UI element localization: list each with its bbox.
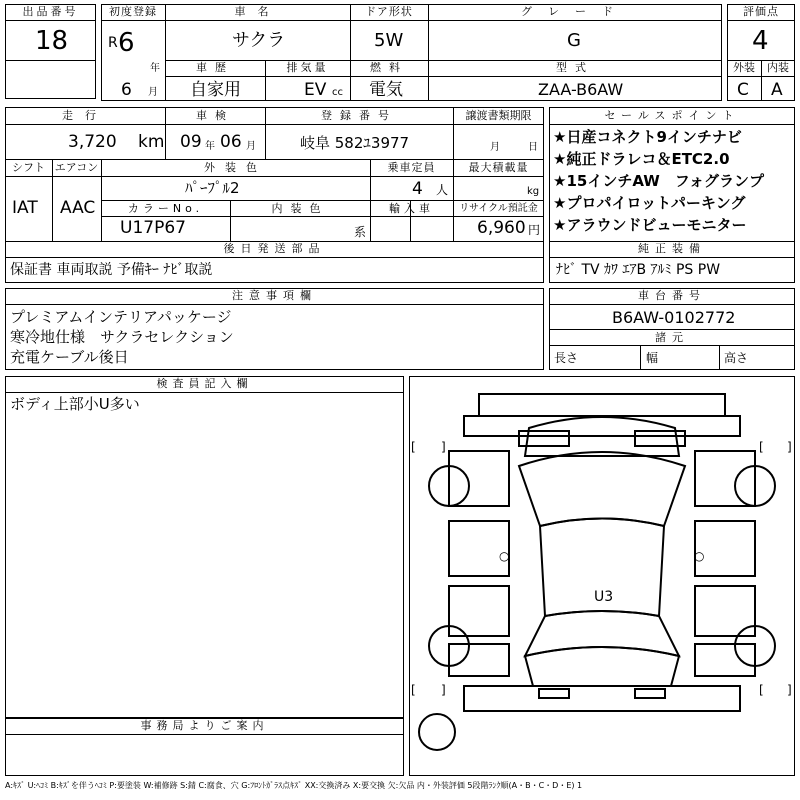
recycle-value: 6,960 (477, 218, 526, 238)
mileage-value: 3,720 (68, 132, 117, 152)
transfer-label: 譲渡書類期限 (465, 109, 532, 122)
mileage-unit: km (138, 132, 165, 152)
capacity-value: 4 (412, 179, 423, 199)
svg-text:]: ] (441, 683, 446, 697)
svg-text:○: ○ (499, 549, 510, 563)
first-reg-month: 6 (121, 80, 132, 100)
left-front-fender (449, 451, 509, 506)
chassis-value: B6AW-0102772 (612, 308, 736, 327)
roof-outline (479, 394, 725, 416)
int-color-label: 内装色 (271, 202, 329, 215)
mileage-label: 走行 (62, 109, 108, 122)
left-rear-fender (449, 644, 509, 676)
svg-text:]: ] (787, 440, 792, 454)
aircon-label: エアコン (54, 161, 99, 174)
svg-text:○: ○ (694, 549, 705, 563)
history-value: 自家用 (190, 80, 241, 100)
later-parts-label: 後日発送部品 (223, 242, 326, 255)
displacement-value: EV (304, 80, 327, 100)
notes-line: 充電ケーブル後日 (10, 348, 129, 366)
inspection-month-unit: 月 (246, 141, 256, 152)
reg-no-value: 岐阜 582ﾕ3977 (300, 134, 410, 152)
model-value: ZAA-B6AW (538, 80, 624, 99)
equipment-value: ﾅﾋﾞ TV ｶﾜ ｴｱB ｱﾙﾐ PS PW (556, 262, 721, 278)
score-value: 4 (752, 26, 769, 56)
sales-point-item: ★アラウンドビューモニター (553, 216, 747, 234)
rear-light-left (539, 689, 569, 698)
displacement-label: 排気量 (286, 61, 329, 74)
sales-point-item: ★15インチAW フォグランプ (553, 172, 765, 190)
grade-label: グレード (521, 5, 629, 18)
import-label: 輸入車 (389, 202, 434, 215)
office-label: 事務局よりご案内 (140, 719, 269, 732)
color-no-label: カラーNo. (127, 202, 204, 215)
fuel-value: 電気 (369, 80, 403, 100)
aircon-value: AAC (60, 198, 96, 218)
svg-text:]: ] (441, 440, 446, 454)
inspector-label: 検査員記入欄 (156, 377, 253, 390)
sales-point-item: ★純正ドラレコ＆ETC2.0 (553, 150, 730, 168)
dim-height-label: 高さ (724, 351, 749, 365)
door-value: 5W (374, 30, 404, 51)
capacity-unit: 人 (436, 183, 449, 197)
recycle-label: リサイクル預託金 (459, 203, 538, 214)
svg-text:[: [ (759, 683, 764, 697)
svg-text:]: ] (787, 683, 792, 697)
dim-width-label: 幅 (646, 351, 659, 365)
door-label: ドア形状 (365, 5, 413, 18)
svg-text:[: [ (759, 440, 764, 454)
chassis-label: 車台番号 (638, 289, 706, 302)
color-no-value: U17P67 (120, 218, 186, 238)
rear-hatch (525, 647, 679, 686)
lot-number: 18 (35, 26, 69, 56)
transfer-day-unit: 日 (528, 142, 538, 153)
svg-text:[: [ (411, 683, 416, 697)
lot-label: 出品番号 (22, 5, 79, 18)
rear-bumper (464, 686, 740, 711)
shift-value: IAT (12, 198, 38, 218)
inspection-year-unit: 年 (205, 141, 215, 152)
damage-mark-u3: U3 (594, 589, 614, 605)
dim-length-label: 長さ (554, 351, 579, 365)
car-name: サクラ (232, 30, 286, 51)
later-parts-value: 保証書 車両取説 予備ｷｰ ﾅﾋﾞ取説 (10, 262, 213, 278)
notes-line: 寒冷地仕様 サクラセレクション (10, 328, 234, 346)
front-bumper (464, 416, 740, 436)
sales-point-item: ★日産コネクト9インチナビ (553, 128, 742, 146)
svg-text:[: [ (411, 440, 416, 454)
sales-point-item: ★プロパイロットパーキング (553, 194, 746, 212)
reg-no-label: 登録番号 (321, 109, 397, 122)
transfer-month-unit: 月 (490, 142, 500, 153)
inspector-box (5, 376, 404, 718)
rear-glass (525, 611, 679, 656)
history-label: 車歴 (196, 61, 234, 74)
inspection-month: 06 (220, 132, 242, 152)
score-label: 評価点 (743, 5, 779, 18)
capacity-label: 乗車定員 (387, 161, 436, 174)
first-reg-label: 初度登録 (109, 5, 157, 18)
inspection-year: 09 (180, 132, 202, 152)
notes-label: 注意事項欄 (232, 289, 317, 302)
shift-label: シフト (12, 161, 45, 174)
car-name-label: 車名 (234, 5, 281, 18)
right-rear-fender (695, 644, 755, 676)
grade-value: G (567, 30, 581, 51)
dimensions-label: 諸元 (655, 331, 689, 344)
recycle-unit: 円 (528, 223, 541, 237)
int-color-unit: 系 (354, 225, 367, 239)
interior-grade-label: 内装 (767, 61, 789, 74)
max-load-label: 最大積載量 (468, 161, 529, 174)
ext-color-label: 外装色 (204, 161, 267, 174)
interior-grade-value: A (771, 80, 783, 100)
legend: A:ｷｽﾞ U:ﾍｺﾐ B:ｷｽﾞを伴うﾍｺﾐ P:要塗装 W:補修跡 S:錆 C:腐食、穴 G:ﾌﾛﾝﾄｶﾞﾗｽ点ｷｽﾞ XX:交換済み X:要交換 欠:欠品 内・外装評価 5段階ﾗﾝｸ順(A・B・C・D・E) 1 (5, 781, 583, 790)
equipment-label: 純正装備 (638, 242, 706, 255)
first-reg-month-unit: 月 (148, 87, 158, 98)
model-label: 型式 (556, 61, 594, 74)
first-reg-year-unit: 年 (150, 63, 160, 74)
first-reg-era: R (108, 35, 118, 51)
exterior-grade-value: C (737, 80, 749, 100)
rear-light-right (635, 689, 665, 698)
exterior-grade-label: 外装 (733, 61, 755, 74)
inspection-label: 車検 (196, 109, 234, 122)
fuel-label: 燃料 (370, 61, 408, 74)
first-reg-year: 6 (118, 28, 135, 58)
notes-line: プレミアムインテリアパッケージ (10, 308, 232, 326)
inspector-comment: ボディ上部小U多い (10, 395, 140, 413)
max-load-unit: kg (527, 186, 540, 197)
ext-color-value: ﾊﾟｰﾌﾟﾙ2 (185, 179, 240, 197)
windshield (519, 452, 685, 526)
right-front-fender (695, 451, 755, 506)
displacement-unit: cc (332, 87, 343, 98)
sales-points-label: セールスポイント (604, 109, 740, 122)
spare-wheel (419, 714, 455, 750)
car-diagram (409, 376, 795, 776)
